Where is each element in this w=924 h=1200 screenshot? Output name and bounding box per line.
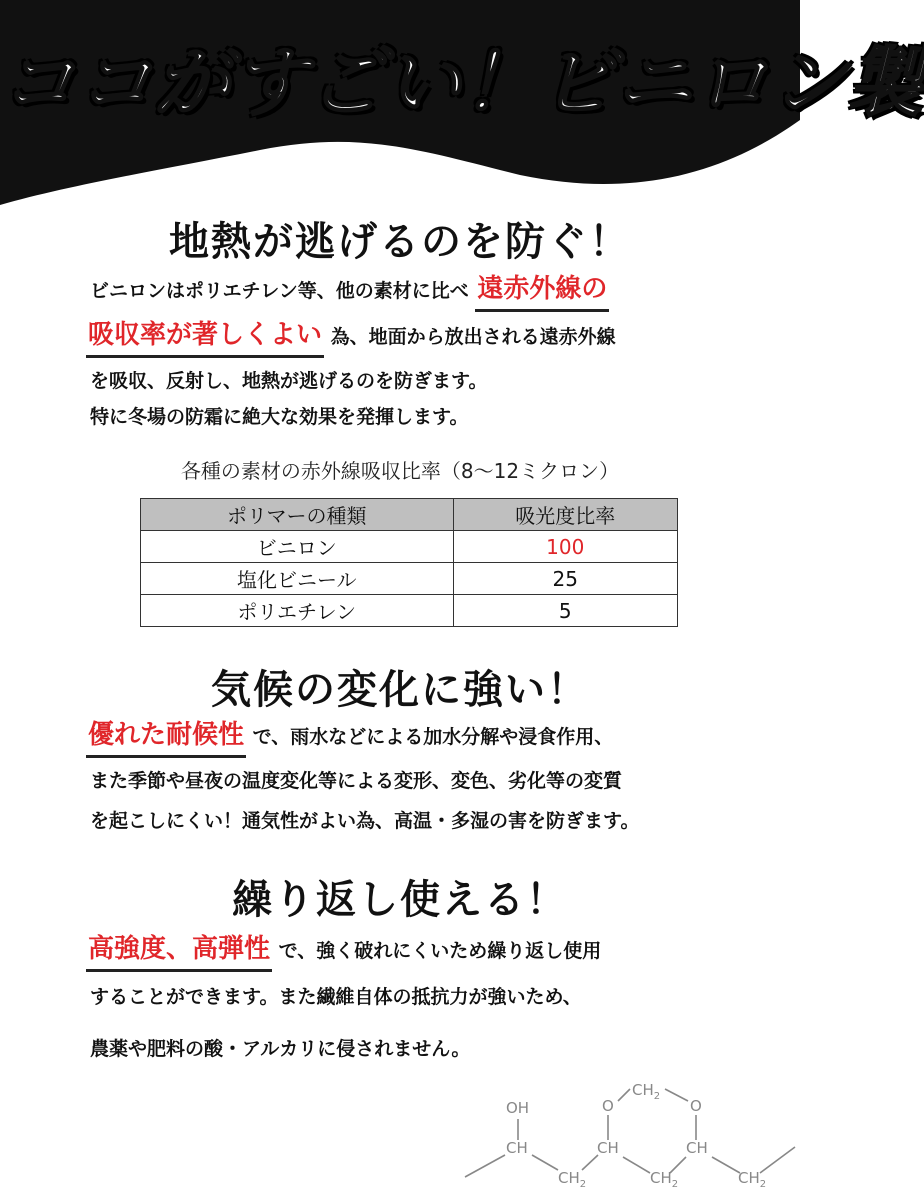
banner-title: ココがすごい！ビニロン製	[0, 38, 924, 127]
highlight-weather-resistance: 優れた耐候性	[86, 716, 246, 758]
table-cell-ratio: 5	[453, 595, 677, 627]
table-cell-ratio: 25	[453, 563, 677, 595]
label-oh: OH	[506, 1099, 530, 1117]
section-reuse-line-3: 農薬や肥料の酸・アルカリに侵されません。	[90, 1038, 471, 1060]
highlight-absorption-rate: 吸収率が著しくよい	[86, 316, 324, 358]
table-header-polymer: ポリマーの種類	[141, 499, 454, 531]
section-reuse-text-1: で、強く破れにくいため繰り返し使用	[278, 940, 602, 962]
section-weather-text-1: で、雨水などによる加水分解や浸食作用、	[252, 726, 614, 748]
section-reuse-line-2: することができます。また繊維自体の抵抗力が強いため、	[90, 986, 582, 1008]
section-heading-weather: 気候の変化に強い！	[211, 666, 589, 713]
label-o-2: O	[690, 1097, 702, 1115]
section-heading-reuse: 繰り返し使える！	[232, 876, 568, 923]
section-weather-line-2: また季節や昼夜の温度変化等による変形、変色、劣化等の変質	[90, 770, 623, 792]
section-reuse-line-1	[86, 930, 760, 972]
section-heat-line-1	[90, 270, 760, 312]
table-row	[141, 531, 678, 563]
table-caption: 各種の素材の赤外線吸収比率（8～12ミクロン）	[180, 459, 620, 483]
label-ch2-1: $CH_2$	[558, 1169, 587, 1190]
table-header-row	[141, 499, 678, 531]
table-header-ratio: 吸光度比率	[453, 499, 677, 531]
section-heat-line-4: 特に冬場の防霜に絶大な効果を発揮します。	[90, 406, 469, 428]
table-cell-polymer: ビニロン	[141, 531, 454, 563]
label-ch2-3: $CH_2$	[738, 1169, 767, 1190]
absorption-table	[140, 498, 678, 627]
table-row	[141, 563, 678, 595]
label-ch-1: CH	[506, 1139, 528, 1157]
table-cell-polymer: ポリエチレン	[141, 595, 454, 627]
table-row	[141, 595, 678, 627]
label-ch-3: CH	[686, 1139, 708, 1157]
section-weather-line-3: を起こしにくい！通気性がよい為、高温・多湿の害を防ぎます。	[90, 810, 640, 832]
label-ch2-top: $CH_2$	[632, 1081, 661, 1102]
label-ch-2: CH	[597, 1139, 619, 1157]
table-cell-polymer: 塩化ビニール	[141, 563, 454, 595]
polymer-structure-diagram	[460, 1081, 800, 1200]
section-heat-text-1: ビニロンはポリエチレン等、他の素材に比べ	[90, 280, 469, 302]
table-cell-ratio: 100	[453, 531, 677, 563]
section-heading-heat: 地熱が逃げるのを防ぐ！	[169, 218, 631, 265]
highlight-far-infrared: 遠赤外線の	[475, 270, 609, 312]
section-heat-text-2: 為、地面から放出される遠赤外線	[330, 326, 616, 348]
section-weather-line-1	[86, 716, 760, 758]
highlight-strength-elasticity: 高強度、高弾性	[86, 930, 272, 972]
section-heat-line-3: を吸収、反射し、地熱が逃げるのを防ぎます。	[90, 370, 488, 392]
section-heat-line-2	[86, 316, 760, 358]
label-ch2-2: $CH_2$	[650, 1169, 679, 1190]
label-o-1: O	[602, 1097, 614, 1115]
